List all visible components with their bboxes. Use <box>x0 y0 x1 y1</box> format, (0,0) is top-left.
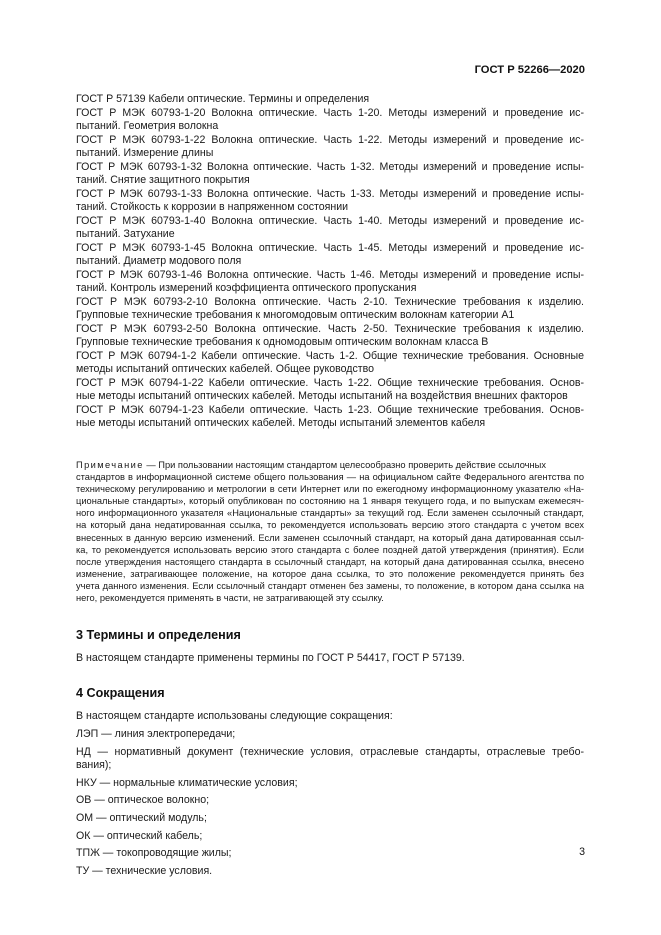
abbreviation-item <box>76 830 584 844</box>
abbreviation-item <box>76 847 584 861</box>
reference-item <box>76 296 584 323</box>
reference-item-line: ГОСТ Р МЭК 60793-1-45 Волокна оптические. Часть 1-45. Методы измерений и проведение ис- <box>76 241 584 254</box>
section-4-heading: 4 Сокращения <box>76 686 165 700</box>
abbreviation-item-line: ТУ — технические условия. <box>76 864 213 877</box>
abbreviation-item-line: ЛЭП — линия электропередачи; <box>76 728 236 740</box>
reference-item <box>76 161 584 188</box>
reference-item <box>76 107 584 134</box>
section-3-heading: 3 Термины и определения <box>76 628 241 642</box>
note-line: ка, то рекомендуется использовать версию этого стандарта с более поздней датой утверждения (принятия). Если <box>76 544 584 555</box>
abbreviation-item-line: НКУ — нормальные климатические условия; <box>76 776 298 789</box>
note-line: циональные стандарты», который опубликован по состоянию на 1 января текущего года, и по выпускам ежемесяч- <box>76 496 584 507</box>
reference-item-line: ГОСТ Р МЭК 60793-1-32 Волокна оптические. Часть 1-32. Методы измерений и проведение испы- <box>76 160 584 173</box>
reference-item-line: ГОСТ Р МЭК 60793-1-20 Волокна оптические. Часть 1-20. Методы измерений и проведение ис- <box>76 106 584 119</box>
note-line: изменение, затрагивающее положение, на которое дана ссылка, то это положение рекомендуется принять без <box>76 568 584 579</box>
reference-item-line: пытаний. Затухание <box>76 228 175 240</box>
section-3-text <box>76 652 584 666</box>
reference-item-line: ГОСТ Р МЭК 60794-1-22 Кабели оптические. Часть 1-22. Общие технические требования. Основ- <box>76 376 584 389</box>
reference-item-line: ГОСТ Р МЭК 60794-1-23 Кабели оптические. Часть 1-23. Общие технические требования. Основ- <box>76 403 584 416</box>
reference-item <box>76 188 584 215</box>
abbreviations-list <box>76 728 584 882</box>
reference-item-line: ГОСТ Р МЭК 60794-1-2 Кабели оптические. Часть 1-2. Общие технические требования. Основные <box>76 349 584 362</box>
reference-item-line: таний. Стойкость к коррозии в напряженном состоянии <box>76 201 349 213</box>
reference-item-line: таний. Контроль измерений коэффициента оптического пропускания <box>76 282 417 294</box>
abbreviation-item-line: ОВ — оптическое волокно; <box>76 794 210 807</box>
abbreviation-item-line: ОК — оптический кабель; <box>76 829 203 842</box>
note-line: ного информационного указателя «Национальные стандарты» за текущий год. Если заменен ссылочный стандарт, <box>76 508 584 519</box>
reference-item-line: ГОСТ Р МЭК 60793-1-40 Волокна оптические. Часть 1-40. Методы измерений и проведение ис- <box>76 214 584 227</box>
note-label: Примечание <box>76 460 144 470</box>
page-number: 3 <box>579 846 585 858</box>
document-code: ГОСТ Р 52266—2020 <box>474 64 585 76</box>
reference-item <box>76 404 584 431</box>
abbreviation-item <box>76 794 584 808</box>
section-3-text-content: В настоящем стандарте применены термины по ГОСТ Р 54417, ГОСТ Р 57139. <box>76 652 465 664</box>
reference-item-line: ные методы испытаний оптических кабелей. Методы испытаний элементов кабеля <box>76 417 486 429</box>
reference-item <box>76 134 584 161</box>
reference-item <box>76 269 584 296</box>
reference-item-line: ГОСТ Р МЭК 60793-1-33 Волокна оптические. Часть 1-33. Методы измерений и проведение испы- <box>76 187 584 200</box>
reference-item-line: пытаний. Измерение длины <box>76 147 214 159</box>
abbreviation-item <box>76 728 584 742</box>
reference-item-line: ГОСТ Р МЭК 60793-1-22 Волокна оптические. Часть 1-22. Методы измерений и проведение ис- <box>76 133 584 146</box>
reference-item-line: таний. Снятие защитного покрытия <box>76 174 250 186</box>
note-text: — При пользовании настоящим стандартом целесообразно проверить действие ссылочных <box>143 460 546 470</box>
note-block <box>76 459 584 604</box>
abbreviation-item <box>76 865 584 879</box>
reference-item-line: ГОСТ Р МЭК 60793-2-50 Волокна оптические. Часть 2-50. Технические требования к изделию. <box>76 322 584 335</box>
reference-item-line: Групповые технические требования к одномодовым оптическим волокнам класса B <box>76 336 489 348</box>
section-4-intro: В настоящем стандарте использованы следующие сокращения: <box>76 710 393 722</box>
abbreviation-item <box>76 746 584 773</box>
reference-item <box>76 350 584 377</box>
reference-item <box>76 215 584 242</box>
reference-item-line: методы испытаний оптических кабелей. Общее руководство <box>76 363 375 375</box>
note-line: стандартов в информационной системе общего пользования — на официальном сайте Федерального агентства по <box>76 472 584 483</box>
note-line: техническому регулированию и метрологии в сети Интернет или по ежегодному информационному указателю «На- <box>76 484 584 495</box>
note-line <box>76 459 584 471</box>
reference-item-line: ГОСТ Р МЭК 60793-2-10 Волокна оптические. Часть 2-10. Технические требования к изделию. <box>76 295 584 308</box>
note-line: него, рекомендуется применять в части, не затрагивающей эту ссылку. <box>76 593 384 604</box>
reference-item <box>76 377 584 404</box>
reference-item <box>76 242 584 269</box>
reference-item-line: ГОСТ Р МЭК 60793-1-46 Волокна оптические. Часть 1-46. Методы измерений и проведение испы- <box>76 268 584 281</box>
abbreviation-item <box>76 812 584 826</box>
abbreviation-item <box>76 777 584 791</box>
abbreviation-item-line: ОМ — оптический модуль; <box>76 811 207 824</box>
reference-item-line: пытаний. Геометрия волокна <box>76 120 219 132</box>
note-line: после утверждения настоящего стандарта в ссылочный стандарт, на который дана датированная ссылка, внесено <box>76 556 584 567</box>
abbreviation-item-line: ТПЖ — токопроводящие жилы; <box>76 847 232 860</box>
reference-item <box>76 323 584 350</box>
reference-item-line: пытаний. Диаметр модового поля <box>76 255 242 267</box>
reference-item <box>76 93 584 107</box>
reference-item-line: Групповые технические требования к многомодовым оптическим волокнам категории A1 <box>76 309 515 321</box>
reference-item-line: ные методы испытаний оптических кабелей. Методы испытаний на воздействия внешних факторов <box>76 390 568 402</box>
note-line: внесенных в данную версию изменений. Если заменен ссылочный стандарт, на который дана датированная ссыл- <box>76 532 584 543</box>
normative-references-list <box>76 93 584 431</box>
note-line: учета данного изменения. Если ссылочный стандарт отменен без замены, то положение, в котором дана ссылка на <box>76 580 584 591</box>
note-line: на который дана недатированная ссылка, то рекомендуется использовать версию этого стандарта с учетом всех <box>76 520 584 531</box>
abbreviation-item-line: вания); <box>76 759 112 772</box>
reference-item-line: ГОСТ Р 57139 Кабели оптические. Термины и определения <box>76 93 370 105</box>
abbreviation-item-line: НД — нормативный документ (технические условия, отраслевые стандарты, отраслевые требо- <box>76 745 584 758</box>
